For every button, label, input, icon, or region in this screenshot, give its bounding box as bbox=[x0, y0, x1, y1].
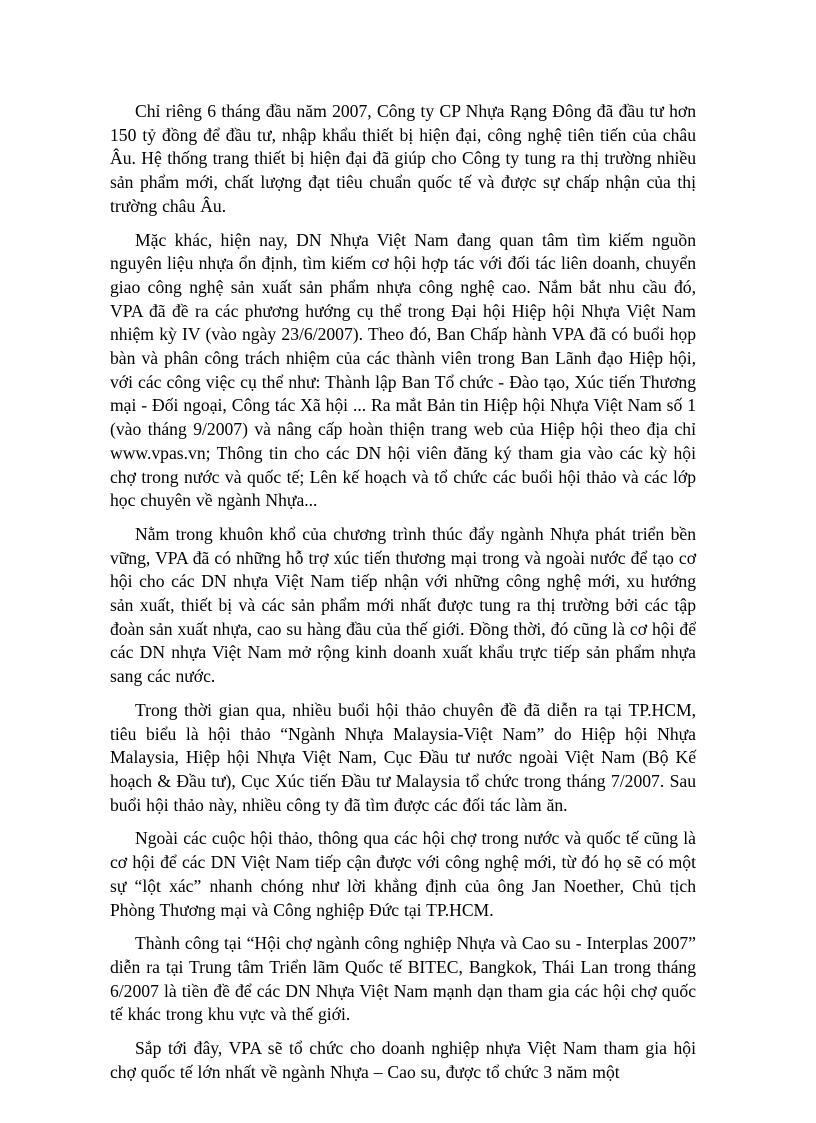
paragraph-2: Mặc khác, hiện nay, DN Nhựa Việt Nam đang quan tâm tìm kiếm nguồn nguyên liệu nhựa ổn định, tìm kiếm cơ hội hợp tác với đối tác liên doanh, chuyển giao công nghệ sản xuất sản phẩm nhựa công nghệ cao. Nắm bắt nhu cầu đó, VPA đã đề ra các phương hướng cụ thể trong Đại hội Hiệp hội Nhựa Việt Nam nhiệm kỳ IV (vào ngày 23/6/2007). Theo đó, Ban Chấp hành VPA đã có buổi họp bàn và phân công trách nhiệm của các thành viên trong Ban Lãnh đạo Hiệp hội, với các công việc cụ thể như: Thành lập Ban Tổ chức - Đào tạo, Xúc tiến Thương mại - Đối ngoại, Công tác Xã hội ... Ra mắt Bản tin Hiệp hội Nhựa Việt Nam số 1 (vào tháng 9/2007) và nâng cấp hoàn thiện trang web của Hiệp hội theo địa chỉ www.vpas.vn; Thông tin cho các DN hội viên đăng ký tham gia vào các kỳ hội chợ trong nước và quốc tế; Lên kế hoạch và tổ chức các buổi hội thảo và các lớp học chuyên về ngành Nhựa... bbox=[110, 229, 696, 511]
paragraph-6: Thành công tại “Hội chợ ngành công nghiệp Nhựa và Cao su - Interplas 2007” diễn ra tại Trung tâm Triển lãm Quốc tế BITEC, Bangkok, Thái Lan trong tháng 6/2007 là tiền đề để các DN Nhựa Việt Nam mạnh dạn tham gia các hội chợ quốc tế khác trong khu vực và thế giới. bbox=[110, 933, 696, 1025]
paragraph-7: Sắp tới đây, VPA sẽ tổ chức cho doanh nghiệp nhựa Việt Nam tham gia hội chợ quốc tế lớn nhất về ngành Nhựa – Cao su, được tổ chức 3 năm một bbox=[110, 1038, 696, 1082]
paragraph-1: Chỉ riêng 6 tháng đầu năm 2007, Công ty CP Nhựa Rạng Đông đã đầu tư hơn 150 tỷ đồng để đầu tư, nhập khẩu thiết bị hiện đại, công nghệ tiên tiến của châu Âu. Hệ thống trang thiết bị hiện đại đã giúp cho Công ty tung ra thị trường nhiều sản phẩm mới, chất lượng đạt tiêu chuẩn quốc tế và được sự chấp nhận của thị trường châu Âu. bbox=[110, 101, 696, 216]
paragraph-5: Ngoài các cuộc hội thảo, thông qua các hội chợ trong nước và quốc tế cũng là cơ hội để các DN Việt Nam tiếp cận được với công nghệ mới, từ đó họ sẽ có một sự “lột xác” nhanh chóng như lời khẳng định của ông Jan Noether, Chủ tịch Phòng Thương mại và Công nghiệp Đức tại TP.HCM. bbox=[110, 828, 696, 920]
paragraph-4: Trong thời gian qua, nhiều buổi hội thảo chuyên đề đã diễn ra tại TP.HCM, tiêu biểu là hội thảo “Ngành Nhựa Malaysia-Việt Nam” do Hiệp hội Nhựa Malaysia, Hiệp hội Nhựa Việt Nam, Cục Đầu tư nước ngoài Việt Nam (Bộ Kế hoạch & Đầu tư), Cục Xúc tiến Đầu tư Malaysia tổ chức trong tháng 7/2007. Sau buổi hội thảo này, nhiều công ty đã tìm được các đối tác làm ăn. bbox=[110, 699, 696, 815]
paragraph-3: Nằm trong khuôn khổ của chương trình thúc đẩy ngành Nhựa phát triển bền vững, VPA đã có những hỗ trợ xúc tiến thương mại trong và ngoài nước để tạo cơ hội cho các DN nhựa Việt Nam tiếp nhận với những công nghệ mới, xu hướng sản xuất, thiết bị và các sản phẩm mới nhất được tung ra thị trường bởi các tập đoàn sản xuất nhựa, cao su hàng đầu của thế giới. Đồng thời, đó cũng là cơ hội để các DN nhựa Việt Nam mở rộng kinh doanh xuất khẩu trực tiếp sản phẩm nhựa sang các nước. bbox=[110, 523, 696, 687]
document-body bbox=[110, 100, 696, 1094]
